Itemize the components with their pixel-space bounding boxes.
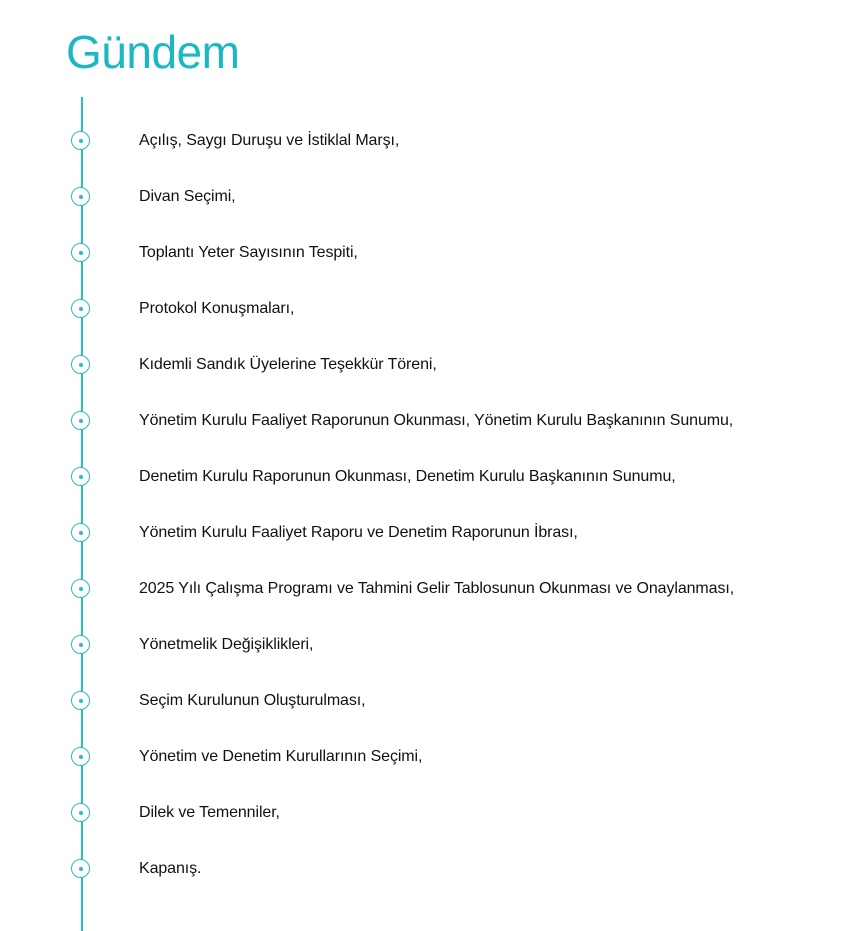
- timeline-bullet-icon: [71, 299, 90, 318]
- agenda-item: [0, 618, 844, 674]
- agenda-item-label: 2025 Yılı Çalışma Programı ve Tahmini Gelir Tablosunun Okunması ve Onaylanması,: [139, 580, 735, 597]
- agenda-item: [0, 506, 844, 562]
- timeline-bullet-icon: [71, 411, 90, 430]
- page-title: Gündem: [66, 26, 240, 78]
- agenda-item: [0, 114, 844, 170]
- agenda-item-label: Kapanış.: [139, 860, 202, 877]
- agenda-item-label: Divan Seçimi,: [139, 188, 236, 205]
- agenda-list: [0, 114, 844, 898]
- agenda-item-label: Kıdemli Sandık Üyelerine Teşekkür Töreni,: [139, 356, 437, 373]
- agenda-item-label: Denetim Kurulu Raporunun Okunması, Denetim Kurulu Başkanının Sunumu,: [139, 468, 676, 485]
- agenda-item-label: Dilek ve Temenniler,: [139, 804, 280, 821]
- timeline-bullet-icon: [71, 803, 90, 822]
- agenda-item-label: Yönetim Kurulu Faaliyet Raporu ve Denetim Raporunun İbrası,: [139, 524, 578, 541]
- agenda-item: [0, 226, 844, 282]
- timeline-bullet-icon: [71, 523, 90, 542]
- agenda-item: [0, 338, 844, 394]
- timeline-bullet-icon: [71, 747, 90, 766]
- agenda-item: [0, 562, 844, 618]
- agenda-item: [0, 170, 844, 226]
- agenda-item: [0, 450, 844, 506]
- agenda-item: [0, 730, 844, 786]
- agenda-item-label: Yönetmelik Değişiklikleri,: [139, 636, 314, 653]
- agenda-item: [0, 786, 844, 842]
- timeline-bullet-icon: [71, 187, 90, 206]
- agenda-item-label: Seçim Kurulunun Oluşturulması,: [139, 692, 366, 709]
- agenda-item-label: Açılış, Saygı Duruşu ve İstiklal Marşı,: [139, 132, 400, 149]
- timeline-bullet-icon: [71, 859, 90, 878]
- timeline-bullet-icon: [71, 243, 90, 262]
- agenda-item-label: Toplantı Yeter Sayısının Tespiti,: [139, 244, 358, 261]
- timeline-bullet-icon: [71, 691, 90, 710]
- agenda-item: [0, 674, 844, 730]
- timeline-bullet-icon: [71, 131, 90, 150]
- agenda-item-label: Yönetim ve Denetim Kurullarının Seçimi,: [139, 748, 423, 765]
- agenda-item-label: Yönetim Kurulu Faaliyet Raporunun Okunması, Yönetim Kurulu Başkanının Sunumu,: [139, 412, 734, 429]
- timeline-bullet-icon: [71, 635, 90, 654]
- agenda-item: [0, 282, 844, 338]
- agenda-item: [0, 394, 844, 450]
- timeline-bullet-icon: [71, 355, 90, 374]
- timeline-bullet-icon: [71, 579, 90, 598]
- timeline-bullet-icon: [71, 467, 90, 486]
- agenda-item-label: Protokol Konuşmaları,: [139, 300, 295, 317]
- agenda-item: [0, 842, 844, 898]
